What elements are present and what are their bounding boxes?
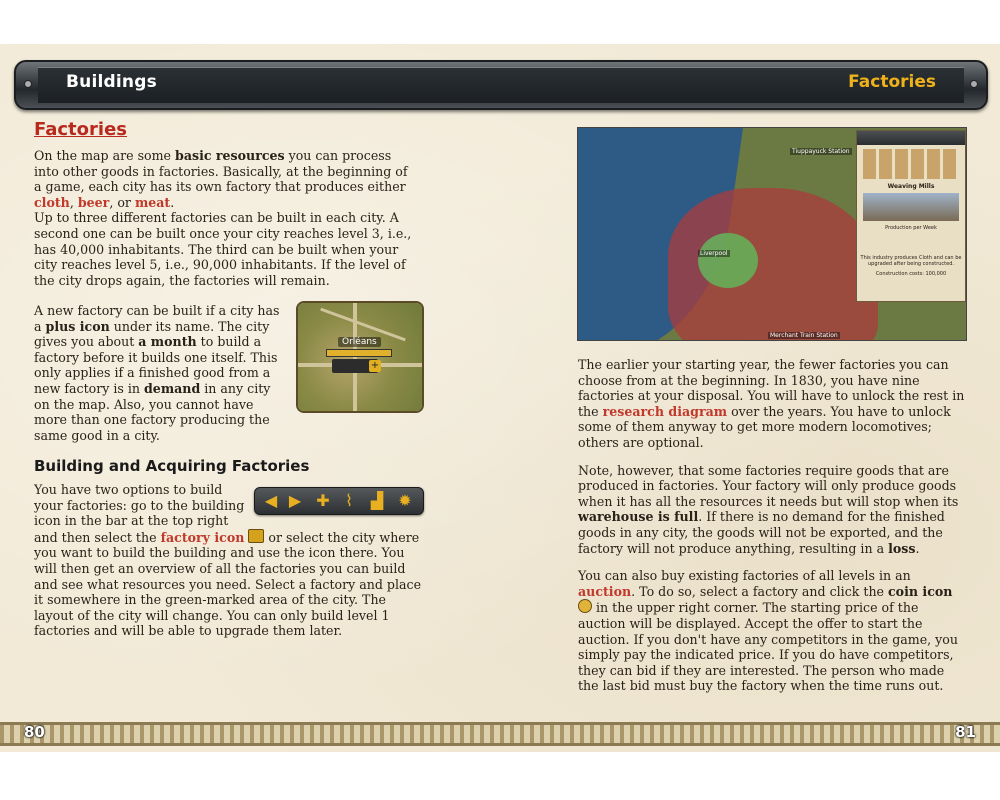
paragraph [34, 303, 290, 443]
panel-cost: Construction costs: 100,000 [875, 271, 947, 277]
text-run: meat [134, 194, 171, 210]
map-station-label: Merchant Train Station [770, 332, 838, 339]
text-run: A new factory can be built if a city has a [34, 303, 280, 334]
text-run: , [69, 194, 78, 210]
paragraph [578, 357, 966, 451]
map-station-label: Tiuppayuck Station [792, 148, 850, 155]
city-level-bar [326, 349, 392, 357]
text-run: you can process into other goods in factories. Basically, at the beginning of a game, each city has its own factory that produces either [34, 148, 408, 195]
orleans-city-image [298, 303, 422, 411]
text-run: . If there is no demand for the finished goods in any city, the goods will not be exported, and the factory will not produce anything, resulting in a [578, 509, 945, 556]
left-plus-section [34, 303, 290, 443]
arrow-right-icon: ▶ [288, 491, 302, 510]
text-run: cloth [34, 194, 70, 210]
text-run: You have two options to build your factories: go to the building icon in the bar at the top right and then select the [34, 482, 245, 545]
paragraph [578, 568, 966, 694]
page-heading: Factories [34, 119, 127, 140]
text-run: basic resources [175, 148, 285, 163]
text-run: auction [578, 583, 632, 599]
text-run: . [915, 540, 920, 556]
text-run: warehouse is full [578, 509, 699, 525]
text-run: over the years. You have to unlock some of them anyway to get more modern locomotives; others are optional. [578, 403, 951, 450]
text-run: factory icon [160, 529, 245, 545]
coin-icon [578, 599, 592, 613]
paragraph [34, 148, 419, 210]
chapter-title: Factories [848, 72, 936, 92]
text-run: or select the city where you want to build the building and use the icon there. You will then get an overview of all the factories you can build and see what resources you need. Select a factory and place it somewhere in the green-marked area of the city. The layout of the city will change. You can only build level 1 factories and will be able to upgrade them later. [34, 529, 422, 639]
factory-toolbar-icon: ▟ [370, 491, 384, 510]
page-number-right: 81 [955, 723, 976, 741]
arrow-left-icon: ◀ [264, 491, 278, 510]
text-run: Note, however, that some factories require goods that are produced in factories. Your factory will only produce goods when it has all the resources it needs but will stop when its [578, 462, 959, 509]
paragraph [34, 482, 424, 639]
section-title: Buildings [66, 72, 157, 92]
text-run: . To do so, select a factory and click the [631, 583, 889, 599]
track-icon: ⌇ [345, 491, 353, 510]
text-run: research diagram [602, 403, 728, 419]
text-run: Up to three different factories can be built in each city. A second one can be built once your city reaches level 3, i.e., has 40,000 inhabitants. The third can be built when your city reaches level 5, i.e., 90,000 inhabitants. If the level of the city drops again, the factories will remain. [34, 210, 412, 288]
gear-icon: ✹ [398, 491, 412, 510]
text-run: plus icon [45, 318, 110, 334]
subheading: Building and Acquiring Factories [34, 457, 310, 475]
text-run: in any city on the map. Also, you cannot have more than one factory producing the same good in a city. [34, 380, 271, 443]
text-run: a month [138, 334, 197, 350]
page-number-left: 80 [24, 723, 45, 741]
factory-icon [248, 529, 264, 543]
text-run: under its name. The city gives you about [34, 318, 270, 350]
factory-picture [863, 193, 959, 221]
panel-description: This industry produces Cloth and can be upgraded after being constructed. [860, 255, 962, 267]
factory-panel [856, 130, 966, 302]
map-city-label: Liverpool [700, 250, 728, 257]
text-run: You can also buy existing factories of all levels in an [578, 568, 911, 584]
text-run: beer [77, 194, 110, 210]
panel-title: Weaving Mills [887, 183, 935, 190]
right-text [578, 357, 966, 694]
text-run: in the upper right corner. The starting price of the auction will be displayed. Accept the offer to start the auction. If you don't have any competitors in the game, you simply pay the indicated price. If you do have competitors, they can bid if they are interested. The person who made the last bid must buy the factory when the time runs out. [578, 600, 958, 694]
header-bar [14, 60, 988, 110]
build-icon: ✚ [316, 491, 330, 510]
panel-production: Production per Week [885, 225, 937, 231]
text-run: coin icon [888, 583, 953, 599]
text-run: loss [888, 540, 916, 556]
game-map-screenshot [578, 128, 966, 340]
city-label: Orléans [338, 337, 381, 347]
text-run: On the map are some [34, 148, 176, 163]
paragraph [578, 463, 966, 557]
text-run: . [170, 194, 175, 210]
plus-icon: + [370, 360, 380, 371]
footer-rail [0, 722, 1000, 746]
text-run: The earlier your starting year, the fewer factories you can choose from at the beginning. In 1830, you have nine factories at your disposal. You will have to unlock the rest in the [578, 357, 965, 419]
text-run: to build a factory before it builds one itself. This only applies if a finished good from a new factory is in [34, 334, 278, 396]
factory-grid [863, 149, 959, 179]
text-run: , or [109, 194, 135, 210]
city-build-area [698, 233, 758, 288]
left-building-section [34, 482, 424, 639]
left-intro [34, 148, 419, 288]
text-run: demand [144, 380, 201, 396]
paragraph [34, 210, 419, 288]
toolbar-spacer [246, 482, 424, 526]
